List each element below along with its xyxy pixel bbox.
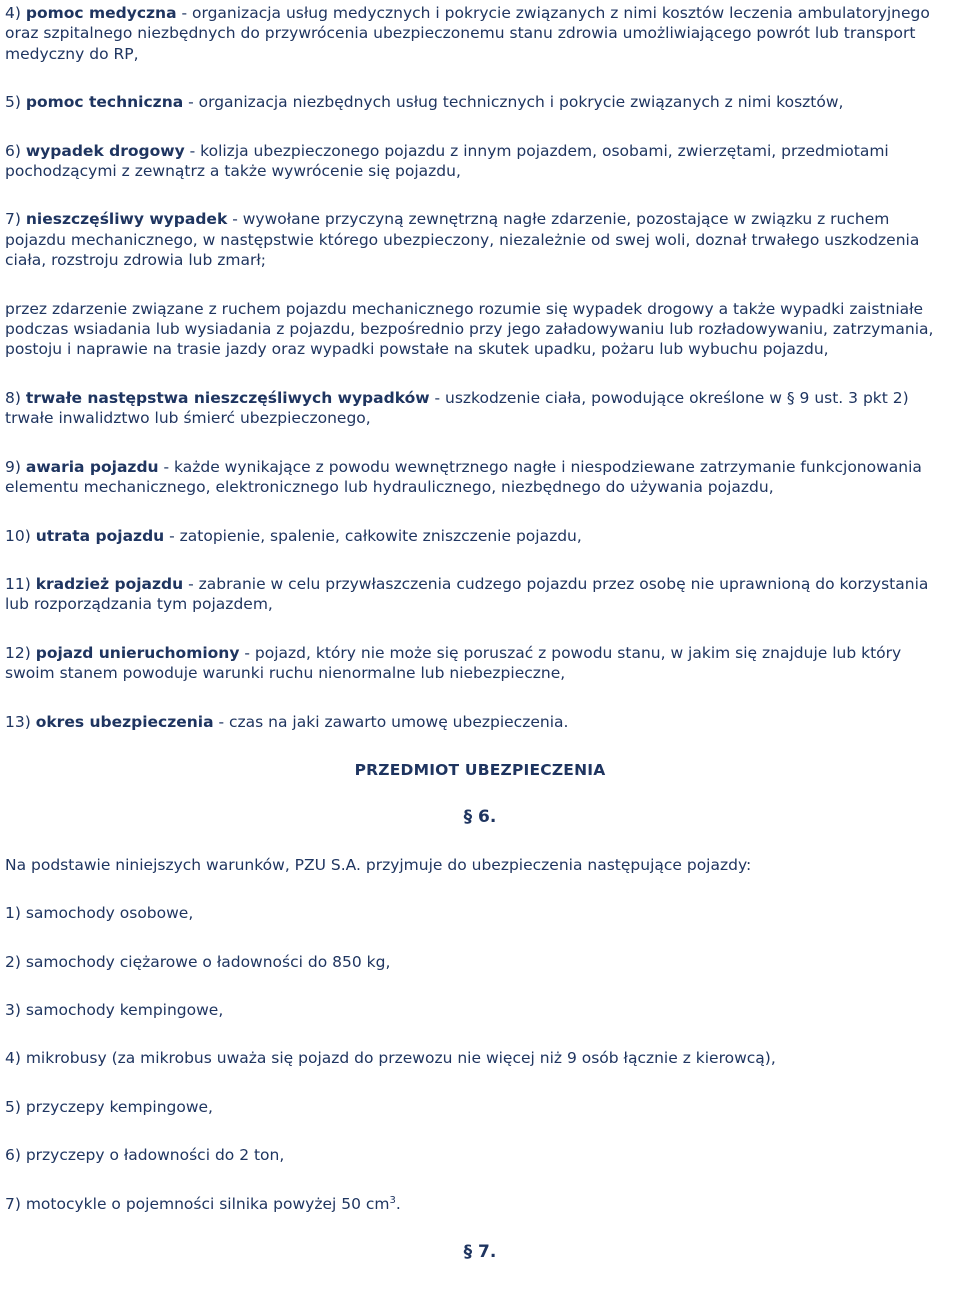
item-number: 9) [5, 457, 21, 476]
item-term: nieszczęśliwy wypadek [25, 210, 228, 229]
section-number-7: § 7. [463, 1242, 497, 1262]
definition-item-4 [5, 3, 955, 64]
definition-item-8 [5, 388, 955, 429]
item-text: - zabranie w celu przywłaszczenia cudzego pojazdu przez osobę nie uprawnioną do korzystania lub rozporządzania tym pojazdem, [5, 574, 929, 614]
item-text: - pojazd, który nie może się poruszać z powodu stanu, w jakim się znajduje lub który swoim stanem powoduje warunki ruchu nienormalne lub niebezpieczne, [5, 643, 902, 683]
period: . [395, 1194, 401, 1213]
intro-text: Na podstawie niniejszych warunków, PZU S.A. przyjmuje do ubezpieczenia następujące pojazdy: [5, 855, 752, 874]
item-number: 12) [5, 643, 31, 662]
vehicle-item-5: 5) przyczepy kempingowe, [5, 1097, 213, 1116]
vehicle-item-3: 3) samochody kempingowe, [5, 1000, 224, 1019]
item-text: przez zdarzenie związane z ruchem pojazdu mechanicznego rozumie się wypadek drogowy a także wypadki zaistniałe podczas wsiadania lub wysiadania z pojazdu, bezpośrednio przy jego załadowywaniu lub rozładowywaniu, zatrzymania, postoju i naprawie na trasie jazdy oraz wypadki powstałe na skutek upadku, pożaru lub wybuchu pojazdu, [5, 299, 934, 359]
vehicle-item-1: 1) samochody osobowe, [5, 904, 194, 923]
definition-item-10 [5, 526, 955, 546]
item-number: 7) [5, 210, 21, 229]
section-number-6: § 6. [463, 807, 497, 828]
definition-item-11 [5, 574, 955, 615]
item-number: 5) [5, 93, 21, 112]
item-number: 13) [5, 712, 31, 731]
item-number: 4) [5, 4, 21, 22]
item-term: trwałe następstwa nieszczęśliwych wypadków [25, 388, 430, 407]
vehicle-item-4: 4) mikrobusy (za mikrobus uważa się pojazd do przewozu nie więcej niż 9 osób łącznie z kierowcą), [5, 1049, 776, 1068]
item-text: - uszkodzenie ciała, powodujące określone w § 9 ust. 3 pkt 2) trwałe inwalidztwo lub śmierć ubezpieczonego, [5, 388, 909, 428]
item-term: utrata pojazdu [35, 526, 165, 545]
definition-item-7-note [5, 299, 955, 360]
item-text: - wywołane przyczyną zewnętrzną nagłe zdarzenie, pozostające w związku z ruchem pojazdu mechanicznego, w następstwie którego ubezpieczony, niezależnie od swej woli, doznał trwałego uszkodzenia ciała, rozstroju zdrowia lub zmarł; [5, 210, 920, 270]
item-term: okres ubezpieczenia [35, 712, 214, 731]
item-term: pomoc medyczna [25, 4, 177, 22]
definition-item-9 [5, 457, 955, 498]
definition-item-5 [5, 92, 955, 112]
definition-item-13 [5, 712, 955, 732]
item-text: - czas na jaki zawarto umowę ubezpieczenia. [213, 712, 569, 731]
item-number: 6) [5, 141, 21, 160]
item-text: - każde wynikające z powodu wewnętrznego nagłe i niespodziewane zatrzymanie funkcjonowania elementu mechanicznego, elektronicznego lub hydraulicznego, niezbędnego do używania pojazdu, [5, 457, 922, 497]
item-number: 11) [5, 574, 31, 593]
item-term: awaria pojazdu [25, 457, 159, 476]
item-term: pomoc techniczna [25, 93, 184, 112]
vehicle-item-2: 2) samochody ciężarowe o ładowności do 850 kg, [5, 952, 391, 971]
item-text: - zatopienie, spalenie, całkowite zniszczenie pojazdu, [164, 526, 582, 545]
definition-item-7 [5, 209, 955, 270]
item-text: - organizacja usług medycznych i pokrycie związanych z nimi kosztów leczenia ambulatoryjnego oraz szpitalnego niezbędnych do przywrócenia ubezpieczonemu stanu zdrowia umożliwiającego powrót lub transport medyczny do RP, [5, 4, 930, 63]
item-number: 8) [5, 388, 21, 407]
vehicle-item-6: 6) przyczepy o ładowności do 2 ton, [5, 1146, 285, 1165]
section-heading: PRZEDMIOT UBEZPIECZENIA [354, 760, 606, 779]
vehicle-item-7 [5, 1194, 955, 1214]
item-term: pojazd unieruchomiony [35, 643, 240, 662]
item-term: wypadek drogowy [25, 141, 185, 160]
item-text: - kolizja ubezpieczonego pojazdu z innym pojazdem, osobami, zwierzętami, przedmiotami pochodzącymi z zewnątrz a także wywrócenie się pojazdu, [5, 141, 889, 181]
definition-item-6 [5, 141, 955, 182]
superscript: 3 [389, 1194, 396, 1206]
item-term: kradzież pojazdu [35, 574, 184, 593]
vehicle-text: 7) motocykle o pojemności silnika powyżej 50 cm [5, 1194, 390, 1213]
item-number: 10) [5, 526, 31, 545]
document-page [5, 3, 955, 1262]
item-text: - organizacja niezbędnych usług technicznych i pokrycie związanych z nimi kosztów, [183, 93, 844, 112]
definition-item-12 [5, 643, 955, 684]
